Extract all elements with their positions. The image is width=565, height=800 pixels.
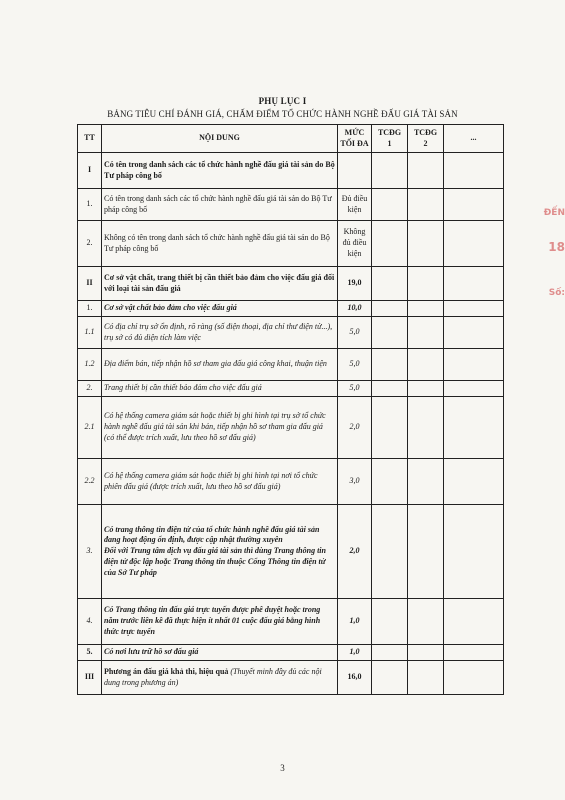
row-tt: 4. bbox=[78, 599, 102, 645]
row-org-2-cell bbox=[408, 505, 444, 599]
row-org-1-cell bbox=[372, 221, 408, 267]
row-tt: I bbox=[78, 153, 102, 189]
row-tt: III bbox=[78, 661, 102, 695]
row-org-1-cell bbox=[372, 599, 408, 645]
table-row bbox=[78, 505, 504, 599]
row-tt: 1.2 bbox=[78, 349, 102, 381]
row-org-1-cell bbox=[372, 459, 408, 505]
row-org-2-cell bbox=[408, 645, 444, 661]
header-org-1-num: 1 bbox=[387, 138, 392, 148]
row-org-1-cell bbox=[372, 397, 408, 459]
row-more-cell bbox=[444, 381, 504, 397]
row-max-score: 16,0 bbox=[338, 661, 372, 695]
row-content bbox=[102, 505, 338, 599]
header-org-1-label: TCĐG bbox=[377, 127, 402, 137]
row-max-score: 2,0 bbox=[338, 505, 372, 599]
row-org-2-cell bbox=[408, 661, 444, 695]
row-org-2-cell bbox=[408, 381, 444, 397]
row-org-1-cell bbox=[372, 505, 408, 599]
row-content: Có hệ thống camera giám sát hoặc thiết bị ghi hình tại trụ sở tổ chức hành nghề đấu giá tài sản khi bán, tiếp nhận hồ sơ tham gia đấu giá (có thể được trích xuất, lưu theo hồ sơ đấu giá) bbox=[102, 397, 338, 459]
row-content-secondary: Đối với Trung tâm dịch vụ đấu giá tài sản thì dùng Trang thông tin điện tử độc lập hoặc Trang thông tin thuộc Cổng Thông tin điện tử của Sở Tư pháp bbox=[104, 546, 326, 577]
row-content: Có tên trong danh sách các tổ chức hành nghề đấu giá tài sản do Bộ Tư pháp công bố bbox=[102, 153, 338, 189]
row-org-2-cell bbox=[408, 189, 444, 221]
row-more-cell bbox=[444, 301, 504, 317]
row-org-1-cell bbox=[372, 381, 408, 397]
table-title: BẢNG TIÊU CHÍ ĐÁNH GIÁ, CHẤM ĐIỂM TỔ CHỨC HÀNH NGHỀ ĐẤU GIÁ TÀI SẢN bbox=[107, 109, 458, 119]
row-tt: 1. bbox=[78, 301, 102, 317]
row-org-2-cell bbox=[408, 317, 444, 349]
row-org-1-cell bbox=[372, 189, 408, 221]
row-tt: 5. bbox=[78, 645, 102, 661]
row-more-cell bbox=[444, 397, 504, 459]
row-org-2-cell bbox=[408, 153, 444, 189]
row-max-score: 5,0 bbox=[338, 349, 372, 381]
row-more-cell bbox=[444, 505, 504, 599]
row-org-1-cell bbox=[372, 317, 408, 349]
table-header-row bbox=[78, 125, 504, 153]
row-tt: II bbox=[78, 267, 102, 301]
row-content: Có tên trong danh sách các tổ chức hành nghề đấu giá tài sản do Bộ Tư pháp công bố bbox=[102, 189, 338, 221]
row-org-2-cell bbox=[408, 349, 444, 381]
table-row bbox=[78, 459, 504, 505]
row-org-1-cell bbox=[372, 661, 408, 695]
row-more-cell bbox=[444, 661, 504, 695]
page-number: 3 bbox=[280, 763, 285, 773]
row-content-main: Phương án đấu giá khả thi, hiệu quả bbox=[104, 666, 229, 676]
row-max-score: 1,0 bbox=[338, 645, 372, 661]
row-max-score: 2,0 bbox=[338, 397, 372, 459]
row-org-2-cell bbox=[408, 459, 444, 505]
table-row bbox=[78, 221, 504, 267]
table-row bbox=[78, 153, 504, 189]
row-org-2-cell bbox=[408, 397, 444, 459]
table-row bbox=[78, 301, 504, 317]
row-org-1-cell bbox=[372, 349, 408, 381]
header-org-2-label: TCĐG bbox=[413, 127, 438, 137]
table-row bbox=[78, 397, 504, 459]
row-content: Có Trang thông tin đấu giá trực tuyến được phê duyệt hoặc trong năm trước liền kề đã thực hiện ít nhất 01 cuộc đấu giá bằng hình thức trực tuyến bbox=[102, 599, 338, 645]
row-org-2-cell bbox=[408, 599, 444, 645]
row-tt: 1.1 bbox=[78, 317, 102, 349]
row-tt: 2. bbox=[78, 221, 102, 267]
row-org-1-cell bbox=[372, 153, 408, 189]
received-stamp-label: Số: bbox=[548, 288, 565, 298]
row-more-cell bbox=[444, 349, 504, 381]
row-more-cell bbox=[444, 317, 504, 349]
header-content: NỘI DUNG bbox=[102, 125, 338, 153]
row-tt: 3. bbox=[78, 505, 102, 599]
row-org-1-cell bbox=[372, 267, 408, 301]
row-org-2-cell bbox=[408, 301, 444, 317]
table-row bbox=[78, 381, 504, 397]
row-content: Có hệ thống camera giám sát hoặc thiết bị ghi hình tại nơi tổ chức phiên đấu giá (được trích xuất, lưu theo hồ sơ đấu giá) bbox=[102, 459, 338, 505]
row-max-score: Đủ điều kiện bbox=[338, 189, 372, 221]
table-row bbox=[78, 349, 504, 381]
row-org-1-cell bbox=[372, 301, 408, 317]
row-more-cell bbox=[444, 645, 504, 661]
received-stamp-number: 18 bbox=[548, 240, 565, 254]
row-more-cell bbox=[444, 459, 504, 505]
criteria-table bbox=[77, 124, 504, 695]
row-content: Có địa chỉ trụ sở ổn định, rõ ràng (số điện thoại, địa chỉ thư điện tử...), trụ sở có đủ diện tích làm việc bbox=[102, 317, 338, 349]
row-more-cell bbox=[444, 189, 504, 221]
row-org-2-cell bbox=[408, 267, 444, 301]
table-row bbox=[78, 645, 504, 661]
header-org-1 bbox=[372, 125, 408, 153]
row-max-score: 5,0 bbox=[338, 381, 372, 397]
header-more: ... bbox=[444, 125, 504, 153]
row-content: Không có tên trong danh sách tổ chức hành nghề đấu giá tài sản do Bộ Tư pháp công bố bbox=[102, 221, 338, 267]
row-tt: 2. bbox=[78, 381, 102, 397]
row-max-score: Không đủ điều kiện bbox=[338, 221, 372, 267]
row-max-score: 1,0 bbox=[338, 599, 372, 645]
header-org-2-num: 2 bbox=[423, 138, 428, 148]
row-org-1-cell bbox=[372, 645, 408, 661]
row-content: Có nơi lưu trữ hồ sơ đấu giá bbox=[102, 645, 338, 661]
row-max-score: 10,0 bbox=[338, 301, 372, 317]
row-more-cell bbox=[444, 267, 504, 301]
row-content: Cơ sở vật chất bảo đảm cho việc đấu giá bbox=[102, 301, 338, 317]
row-content-main: Có trang thông tin điện tử của tổ chức hành nghề đấu giá tài sản đang hoạt động ổn định, được cập nhật thường xuyên bbox=[104, 524, 320, 545]
table-row bbox=[78, 599, 504, 645]
received-stamp-fragment: ĐẾN bbox=[543, 208, 565, 218]
row-max-score: 5,0 bbox=[338, 317, 372, 349]
row-tt: 2.1 bbox=[78, 397, 102, 459]
row-max-score bbox=[338, 153, 372, 189]
row-more-cell bbox=[444, 153, 504, 189]
table-row bbox=[78, 267, 504, 301]
table-row bbox=[78, 189, 504, 221]
header-org-2 bbox=[408, 125, 444, 153]
row-max-score: 3,0 bbox=[338, 459, 372, 505]
appendix-heading: PHỤ LỤC I bbox=[258, 96, 307, 106]
header-max-score: MỨC TỐI ĐA bbox=[338, 125, 372, 153]
row-more-cell bbox=[444, 599, 504, 645]
row-org-2-cell bbox=[408, 221, 444, 267]
row-content: Trang thiết bị cần thiết bảo đảm cho việc đấu giá bbox=[102, 381, 338, 397]
table-row bbox=[78, 661, 504, 695]
table-row bbox=[78, 317, 504, 349]
row-content-note: (Thuyết minh đầy đủ các nội dung trong phương án) bbox=[104, 666, 322, 687]
row-content: Cơ sở vật chất, trang thiết bị cần thiết bảo đảm cho việc đấu giá đối với loại tài sản đấu giá bbox=[102, 267, 338, 301]
row-content: Địa điểm bán, tiếp nhận hồ sơ tham gia đấu giá công khai, thuận tiện bbox=[102, 349, 338, 381]
row-max-score: 19,0 bbox=[338, 267, 372, 301]
row-tt: 2.2 bbox=[78, 459, 102, 505]
row-more-cell bbox=[444, 221, 504, 267]
row-tt: 1. bbox=[78, 189, 102, 221]
row-content bbox=[102, 661, 338, 695]
header-tt: TT bbox=[78, 125, 102, 153]
